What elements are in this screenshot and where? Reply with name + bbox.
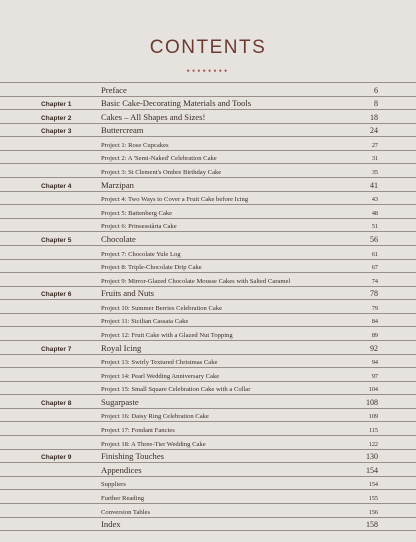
toc-entry[interactable]	[0, 137, 416, 151]
page-number: 94	[371, 359, 378, 367]
entry-title: Index	[101, 519, 121, 530]
page-number: 154	[368, 481, 378, 489]
toc-entry[interactable]	[0, 422, 416, 436]
entry-title: Sugarpaste	[101, 396, 139, 407]
page-number: 24	[370, 126, 378, 136]
toc-entry[interactable]	[0, 124, 416, 138]
entry-title: Cakes – All Shapes and Sizes!	[101, 111, 206, 122]
entry-title: Further Reading	[101, 494, 145, 502]
page-number: 67	[371, 264, 378, 272]
chapter-number: Chapter 9	[41, 454, 72, 462]
toc-entry[interactable]	[0, 355, 416, 369]
toc-entry[interactable]	[0, 436, 416, 450]
entry-title: Buttercream	[101, 125, 144, 136]
entry-title: Project 7: Chocolate Yule Log	[101, 250, 181, 258]
page-number: 109	[368, 413, 378, 421]
entry-title: Project 15: Small Square Celebration Cake with a Collar	[101, 386, 251, 394]
entry-title: Project 12: Fruit Cake with a Glazed Nut Topping	[101, 331, 233, 339]
page-number: 154	[366, 465, 378, 475]
page-number: 155	[368, 494, 378, 502]
page-number: 41	[370, 180, 378, 190]
page-number: 84	[371, 318, 378, 326]
chapter-number: Chapter 8	[41, 399, 72, 407]
toc-entry[interactable]	[0, 409, 416, 423]
entry-title: Project 11: Sicilian Cassata Cake	[101, 318, 189, 326]
toc-entry[interactable]	[0, 205, 416, 219]
entry-title: Finishing Touches	[101, 451, 164, 462]
page-number: 18	[370, 112, 378, 122]
entry-title: Basic Cake-Decorating Materials and Tools	[101, 98, 252, 109]
entry-title: Appendices	[101, 464, 142, 475]
chapter-number: Chapter 7	[41, 345, 72, 353]
toc-entry[interactable]	[0, 504, 416, 518]
chapter-number: Chapter 3	[41, 128, 72, 136]
toc-entry[interactable]	[0, 192, 416, 206]
page-number: 104	[368, 386, 378, 394]
page-number: 158	[366, 520, 378, 530]
page-number: 78	[370, 289, 378, 299]
toc-entry[interactable]	[0, 490, 416, 504]
page-number: 115	[368, 427, 378, 435]
entry-title: Royal Icing	[101, 342, 142, 353]
toc-entry[interactable]	[0, 341, 416, 355]
chapter-number: Chapter 5	[41, 236, 72, 244]
page-number: 61	[371, 250, 378, 258]
toc-entry[interactable]	[0, 164, 416, 178]
entry-title: Project 9: Mirror-Glazed Chocolate Mousse Cakes with Salted Caramel	[101, 277, 291, 285]
page-number: 156	[368, 508, 378, 516]
toc-entry[interactable]	[0, 232, 416, 246]
page-title: CONTENTS	[149, 37, 267, 58]
entry-title: Preface	[101, 84, 127, 95]
toc-entry[interactable]	[0, 368, 416, 382]
toc-entry[interactable]	[0, 273, 416, 287]
entry-title: Marzipan	[101, 179, 134, 190]
toc-entry[interactable]	[0, 450, 416, 464]
toc-entry[interactable]	[0, 300, 416, 314]
chapter-number: Chapter 1	[41, 101, 72, 109]
toc-entry[interactable]	[0, 327, 416, 341]
page-number: 74	[371, 277, 378, 285]
entry-title: Project 2: A 'Semi-Naked' Celebration Cake	[101, 155, 217, 163]
entry-title: Suppliers	[101, 481, 126, 489]
toc-entry[interactable]	[0, 82, 416, 97]
entry-title: Project 6: Prinsesstårta Cake	[101, 223, 177, 231]
toc-entry[interactable]	[0, 110, 416, 124]
page-number: 6	[374, 85, 378, 95]
page-number: 48	[371, 209, 378, 217]
page-number: 8	[374, 99, 378, 109]
toc-entry[interactable]	[0, 518, 416, 532]
entry-title: Chocolate	[101, 233, 136, 244]
entry-title: Project 17: Fondant Fancies	[101, 427, 175, 435]
page-number: 31	[371, 155, 378, 163]
toc-entry[interactable]	[0, 477, 416, 491]
entry-title: Project 1: Rose Cupcakes	[101, 141, 169, 149]
page-number: 97	[371, 372, 378, 380]
toc-entry[interactable]	[0, 178, 416, 192]
page-number: 108	[366, 397, 378, 407]
page-number: 56	[370, 234, 378, 244]
page-number: 35	[371, 169, 378, 177]
chapter-number: Chapter 6	[41, 291, 72, 299]
page-number: 130	[366, 452, 378, 462]
toc-entry[interactable]	[0, 151, 416, 165]
page-number: 89	[371, 331, 378, 339]
entry-title: Project 18: A Three-Tier Wedding Cake	[101, 440, 206, 448]
page-number: 43	[371, 196, 378, 204]
table-of-contents	[0, 82, 416, 531]
toc-entry[interactable]	[0, 382, 416, 396]
entry-title: Project 10: Summer Berries Celebration Cake	[101, 304, 223, 312]
toc-entry[interactable]	[0, 246, 416, 260]
toc-entry[interactable]	[0, 287, 416, 301]
ornament-dots: ••••••••	[186, 66, 230, 76]
entry-title: Project 14: Pearl Wedding Anniversary Cake	[101, 372, 220, 380]
entry-title: Conversion Tables	[101, 508, 151, 516]
toc-entry[interactable]	[0, 219, 416, 233]
page-number: 92	[370, 343, 378, 353]
toc-entry[interactable]	[0, 395, 416, 409]
toc-entry[interactable]	[0, 97, 416, 111]
entry-title: Project 13: Swirly Textured Christmas Cake	[101, 359, 218, 367]
page-number: 27	[371, 141, 378, 149]
page-number: 79	[371, 304, 378, 312]
chapter-number: Chapter 4	[41, 182, 72, 190]
toc-entry[interactable]	[0, 463, 416, 477]
chapter-number: Chapter 2	[41, 114, 72, 122]
entry-title: Project 8: Triple-Chocolate Drip Cake	[101, 264, 202, 272]
entry-title: Project 5: Battenberg Cake	[101, 209, 173, 217]
entry-title: Fruits and Nuts	[101, 288, 154, 299]
page-number: 122	[368, 440, 378, 448]
entry-title: Project 16: Daisy Ring Celebration Cake	[101, 413, 209, 421]
entry-title: Project 3: St Clement's Ombre Birthday Cake	[101, 169, 222, 177]
toc-entry[interactable]	[0, 260, 416, 274]
entry-title: Project 4: Two Ways to Cover a Fruit Cake before Icing	[101, 196, 249, 204]
page-number: 51	[371, 223, 378, 231]
toc-entry[interactable]	[0, 314, 416, 328]
